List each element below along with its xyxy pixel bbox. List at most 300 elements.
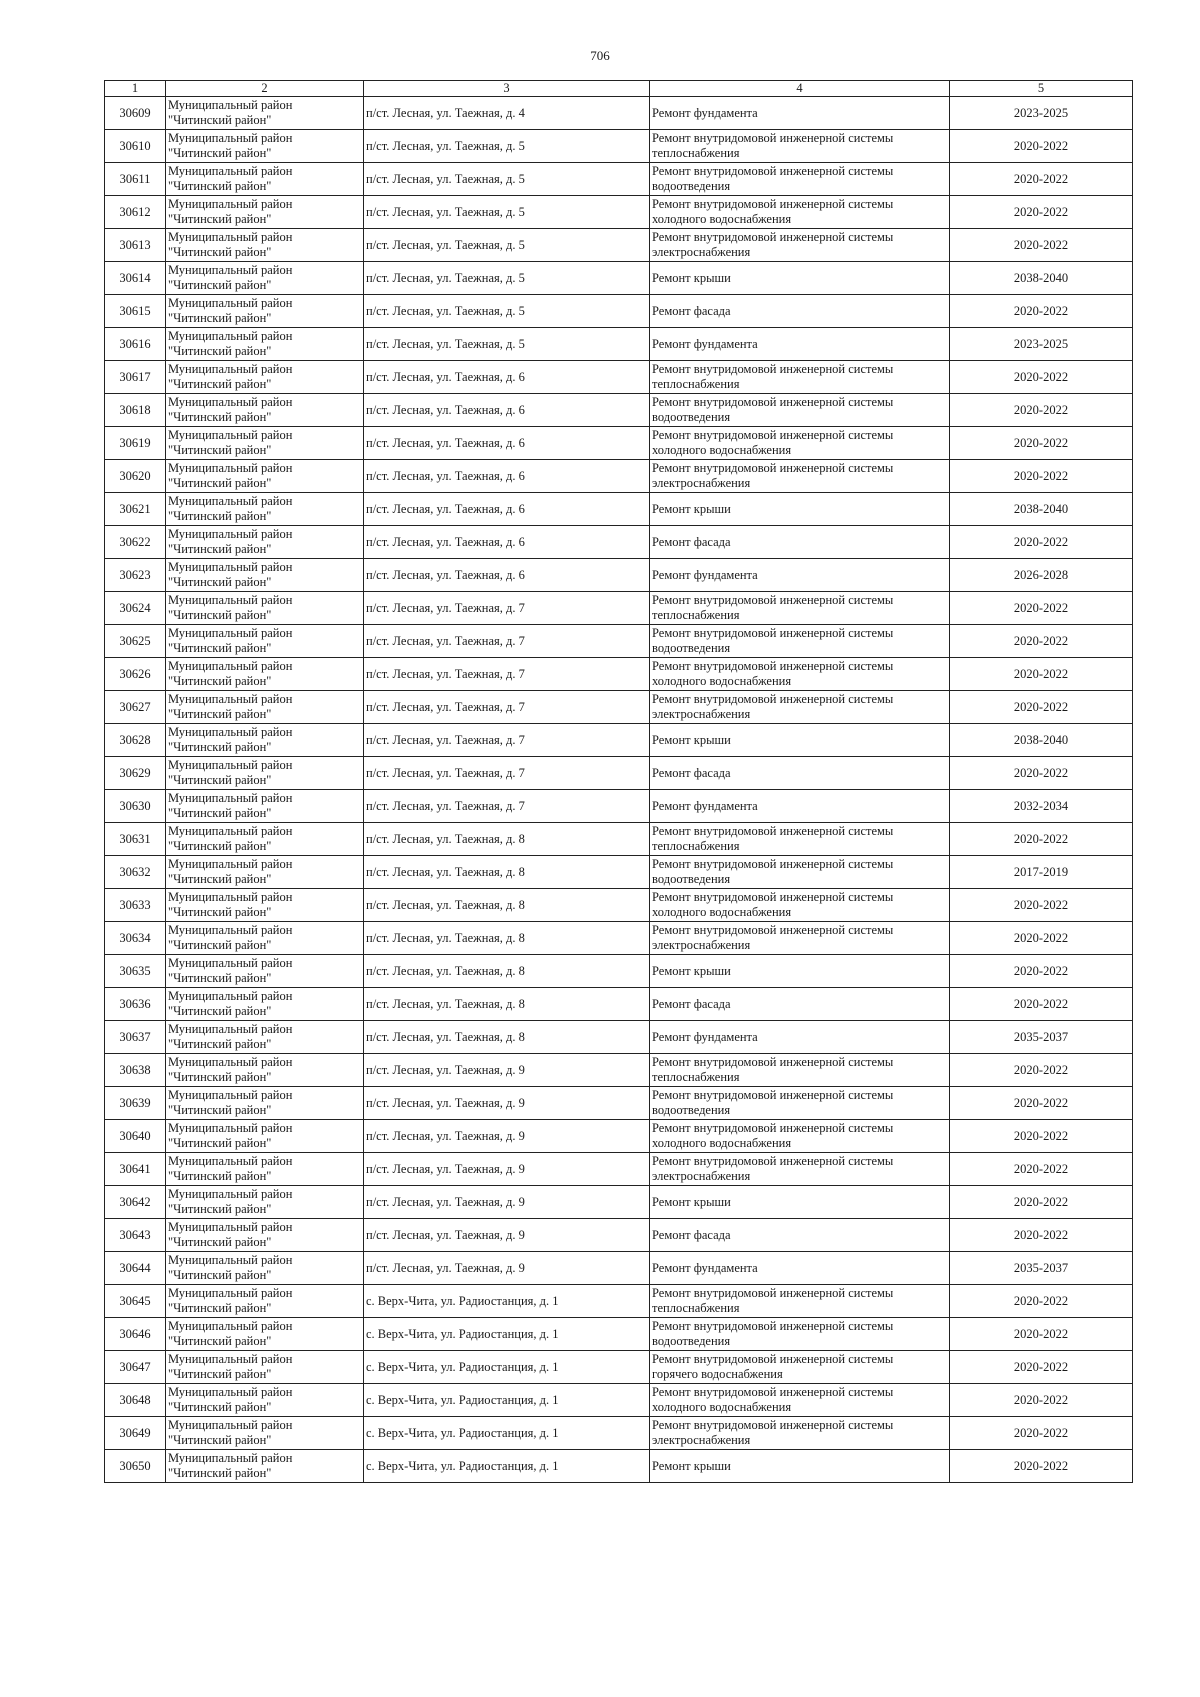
work-type-line-1: Ремонт внутридомовой инженерной системы bbox=[652, 659, 894, 673]
period-cell: 2020-2022 bbox=[950, 427, 1133, 460]
work-type-line-1: Ремонт фундамента bbox=[652, 1260, 758, 1275]
period-cell: 2020-2022 bbox=[950, 130, 1133, 163]
work-type-cell bbox=[650, 724, 950, 757]
work-type-line-1: Ремонт внутридомовой инженерной системы bbox=[652, 857, 894, 871]
municipality-line-2: "Читинский район" bbox=[168, 1301, 272, 1315]
municipality-cell bbox=[166, 1087, 364, 1120]
municipality-line-2: "Читинский район" bbox=[168, 1169, 272, 1183]
work-type-line-2: электроснабжения bbox=[652, 245, 751, 259]
work-type-line-2: теплоснабжения bbox=[652, 839, 740, 853]
row-number: 30629 bbox=[105, 757, 166, 790]
work-type-line-2: теплоснабжения bbox=[652, 608, 740, 622]
table-row bbox=[105, 922, 1133, 955]
row-number: 30626 bbox=[105, 658, 166, 691]
work-type-cell bbox=[650, 1285, 950, 1318]
work-type-line-1: Ремонт внутридомовой инженерной системы bbox=[652, 890, 894, 904]
work-type-line-1: Ремонт фундамента bbox=[652, 1029, 758, 1044]
period-cell: 2023-2025 bbox=[950, 328, 1133, 361]
work-type-line-1: Ремонт крыши bbox=[652, 501, 731, 516]
municipality-line-1: Муниципальный район bbox=[168, 461, 293, 475]
municipality-line-2: "Читинский район" bbox=[168, 1466, 272, 1480]
row-number: 30624 bbox=[105, 592, 166, 625]
work-type-cell bbox=[650, 460, 950, 493]
work-type-line-1: Ремонт внутридомовой инженерной системы bbox=[652, 428, 894, 442]
municipality-line-2: "Читинский район" bbox=[168, 179, 272, 193]
period-cell: 2038-2040 bbox=[950, 724, 1133, 757]
period-cell: 2020-2022 bbox=[950, 163, 1133, 196]
municipality-line-1: Муниципальный район bbox=[168, 197, 293, 211]
municipality-cell bbox=[166, 856, 364, 889]
address-cell: п/ст. Лесная, ул. Таежная, д. 5 bbox=[364, 295, 650, 328]
address-cell: п/ст. Лесная, ул. Таежная, д. 6 bbox=[364, 493, 650, 526]
work-type-line-2: водоотведения bbox=[652, 641, 731, 655]
period-cell: 2035-2037 bbox=[950, 1252, 1133, 1285]
municipality-line-2: "Читинский район" bbox=[168, 1235, 272, 1249]
column-header-3: 3 bbox=[364, 81, 650, 97]
column-header-1: 1 bbox=[105, 81, 166, 97]
row-number: 30616 bbox=[105, 328, 166, 361]
municipality-line-2: "Читинский район" bbox=[168, 476, 272, 490]
work-type-line-1: Ремонт внутридомовой инженерной системы bbox=[652, 692, 894, 706]
row-number: 30625 bbox=[105, 625, 166, 658]
municipality-cell bbox=[166, 328, 364, 361]
municipality-line-1: Муниципальный район bbox=[168, 956, 293, 970]
column-header-5: 5 bbox=[950, 81, 1133, 97]
address-cell: с. Верх-Чита, ул. Радиостанция, д. 1 bbox=[364, 1285, 650, 1318]
municipality-line-1: Муниципальный район bbox=[168, 428, 293, 442]
work-type-cell bbox=[650, 328, 950, 361]
work-type-line-2: водоотведения bbox=[652, 410, 731, 424]
work-type-line-1: Ремонт крыши bbox=[652, 732, 731, 747]
municipality-line-1: Муниципальный район bbox=[168, 230, 293, 244]
municipality-line-2: "Читинский район" bbox=[168, 1268, 272, 1282]
municipality-line-2: "Читинский район" bbox=[168, 1037, 272, 1051]
work-type-cell bbox=[650, 757, 950, 790]
work-type-cell bbox=[650, 196, 950, 229]
municipality-cell bbox=[166, 724, 364, 757]
table-row bbox=[105, 988, 1133, 1021]
municipality-cell bbox=[166, 262, 364, 295]
address-cell: п/ст. Лесная, ул. Таежная, д. 9 bbox=[364, 1186, 650, 1219]
table-row bbox=[105, 955, 1133, 988]
municipality-line-1: Муниципальный район bbox=[168, 362, 293, 376]
row-number: 30630 bbox=[105, 790, 166, 823]
municipality-line-2: "Читинский район" bbox=[168, 1136, 272, 1150]
period-cell: 2020-2022 bbox=[950, 592, 1133, 625]
municipality-line-1: Муниципальный район bbox=[168, 1451, 293, 1465]
municipality-line-2: "Читинский район" bbox=[168, 443, 272, 457]
work-type-line-1: Ремонт внутридомовой инженерной системы bbox=[652, 230, 894, 244]
row-number: 30628 bbox=[105, 724, 166, 757]
municipality-line-1: Муниципальный район bbox=[168, 989, 293, 1003]
work-type-cell bbox=[650, 295, 950, 328]
municipality-line-1: Муниципальный район bbox=[168, 923, 293, 937]
row-number: 30613 bbox=[105, 229, 166, 262]
work-type-line-2: теплоснабжения bbox=[652, 377, 740, 391]
address-cell: п/ст. Лесная, ул. Таежная, д. 5 bbox=[364, 163, 650, 196]
row-number: 30642 bbox=[105, 1186, 166, 1219]
municipality-line-1: Муниципальный район bbox=[168, 1055, 293, 1069]
work-type-line-2: электроснабжения bbox=[652, 707, 751, 721]
work-type-cell bbox=[650, 493, 950, 526]
municipality-cell bbox=[166, 196, 364, 229]
period-cell: 2020-2022 bbox=[950, 1120, 1133, 1153]
work-type-line-2: холодного водоснабжения bbox=[652, 674, 792, 688]
period-cell: 2020-2022 bbox=[950, 1351, 1133, 1384]
address-cell: п/ст. Лесная, ул. Таежная, д. 6 bbox=[364, 361, 650, 394]
municipality-cell bbox=[166, 361, 364, 394]
municipality-line-1: Муниципальный район bbox=[168, 857, 293, 871]
table-row bbox=[105, 592, 1133, 625]
table-row bbox=[105, 262, 1133, 295]
municipality-line-2: "Читинский район" bbox=[168, 1400, 272, 1414]
address-cell: п/ст. Лесная, ул. Таежная, д. 7 bbox=[364, 658, 650, 691]
work-type-cell bbox=[650, 955, 950, 988]
work-type-cell bbox=[650, 889, 950, 922]
municipality-line-2: "Читинский район" bbox=[168, 1004, 272, 1018]
table-row bbox=[105, 130, 1133, 163]
page-number: 706 bbox=[590, 48, 610, 63]
work-type-line-1: Ремонт внутридомовой инженерной системы bbox=[652, 1154, 894, 1168]
period-cell: 2020-2022 bbox=[950, 1384, 1133, 1417]
work-type-cell bbox=[650, 526, 950, 559]
period-cell: 2020-2022 bbox=[950, 229, 1133, 262]
period-cell: 2020-2022 bbox=[950, 1219, 1133, 1252]
municipality-line-2: "Читинский район" bbox=[168, 740, 272, 754]
period-cell: 2020-2022 bbox=[950, 658, 1133, 691]
work-type-cell bbox=[650, 823, 950, 856]
table-row bbox=[105, 1285, 1133, 1318]
period-cell: 2020-2022 bbox=[950, 1186, 1133, 1219]
period-cell: 2020-2022 bbox=[950, 361, 1133, 394]
work-type-line-1: Ремонт внутридомовой инженерной системы bbox=[652, 362, 894, 376]
address-cell: п/ст. Лесная, ул. Таежная, д. 6 bbox=[364, 559, 650, 592]
period-cell: 2035-2037 bbox=[950, 1021, 1133, 1054]
municipality-cell bbox=[166, 130, 364, 163]
work-type-line-2: холодного водоснабжения bbox=[652, 212, 792, 226]
municipality-cell bbox=[166, 1186, 364, 1219]
municipality-line-1: Муниципальный район bbox=[168, 98, 293, 112]
work-type-line-2: электроснабжения bbox=[652, 476, 751, 490]
municipality-cell bbox=[166, 394, 364, 427]
table-row bbox=[105, 1351, 1133, 1384]
table-row bbox=[105, 658, 1133, 691]
period-cell: 2020-2022 bbox=[950, 394, 1133, 427]
table-row bbox=[105, 493, 1133, 526]
register-table bbox=[104, 80, 1133, 1483]
municipality-cell bbox=[166, 493, 364, 526]
municipality-line-1: Муниципальный район bbox=[168, 593, 293, 607]
municipality-line-2: "Читинский район" bbox=[168, 938, 272, 952]
municipality-cell bbox=[166, 1351, 364, 1384]
municipality-cell bbox=[166, 1153, 364, 1186]
municipality-line-1: Муниципальный район bbox=[168, 131, 293, 145]
work-type-line-1: Ремонт крыши bbox=[652, 1194, 731, 1209]
municipality-line-2: "Читинский район" bbox=[168, 245, 272, 259]
municipality-line-2: "Читинский район" bbox=[168, 1103, 272, 1117]
row-number: 30617 bbox=[105, 361, 166, 394]
municipality-line-2: "Читинский район" bbox=[168, 1433, 272, 1447]
period-cell: 2020-2022 bbox=[950, 691, 1133, 724]
municipality-line-1: Муниципальный район bbox=[168, 296, 293, 310]
row-number: 30637 bbox=[105, 1021, 166, 1054]
table-row bbox=[105, 328, 1133, 361]
municipality-line-2: "Читинский район" bbox=[168, 146, 272, 160]
work-type-cell bbox=[650, 1417, 950, 1450]
address-cell: п/ст. Лесная, ул. Таежная, д. 7 bbox=[364, 724, 650, 757]
work-type-line-1: Ремонт фасада bbox=[652, 996, 731, 1011]
municipality-cell bbox=[166, 625, 364, 658]
address-cell: п/ст. Лесная, ул. Таежная, д. 6 bbox=[364, 427, 650, 460]
work-type-cell bbox=[650, 592, 950, 625]
row-number: 30648 bbox=[105, 1384, 166, 1417]
municipality-line-1: Муниципальный район bbox=[168, 329, 293, 343]
work-type-cell bbox=[650, 1384, 950, 1417]
municipality-cell bbox=[166, 757, 364, 790]
row-number: 30621 bbox=[105, 493, 166, 526]
address-cell: п/ст. Лесная, ул. Таежная, д. 6 bbox=[364, 526, 650, 559]
municipality-line-1: Муниципальный район bbox=[168, 1286, 293, 1300]
table-row bbox=[105, 1450, 1133, 1483]
row-number: 30627 bbox=[105, 691, 166, 724]
row-number: 30611 bbox=[105, 163, 166, 196]
row-number: 30649 bbox=[105, 1417, 166, 1450]
municipality-line-1: Муниципальный район bbox=[168, 1319, 293, 1333]
municipality-cell bbox=[166, 1318, 364, 1351]
work-type-cell bbox=[650, 262, 950, 295]
work-type-line-2: электроснабжения bbox=[652, 1433, 751, 1447]
municipality-line-1: Муниципальный район bbox=[168, 494, 293, 508]
table-row bbox=[105, 460, 1133, 493]
work-type-line-1: Ремонт фасада bbox=[652, 765, 731, 780]
municipality-cell bbox=[166, 889, 364, 922]
municipality-line-1: Муниципальный район bbox=[168, 626, 293, 640]
municipality-cell bbox=[166, 526, 364, 559]
work-type-line-1: Ремонт внутридомовой инженерной системы bbox=[652, 1319, 894, 1333]
row-number: 30620 bbox=[105, 460, 166, 493]
address-cell: п/ст. Лесная, ул. Таежная, д. 7 bbox=[364, 625, 650, 658]
work-type-cell bbox=[650, 691, 950, 724]
municipality-line-2: "Читинский район" bbox=[168, 1367, 272, 1381]
municipality-line-2: "Читинский район" bbox=[168, 575, 272, 589]
municipality-line-2: "Читинский район" bbox=[168, 542, 272, 556]
municipality-line-2: "Читинский район" bbox=[168, 608, 272, 622]
table-row bbox=[105, 559, 1133, 592]
municipality-line-1: Муниципальный район bbox=[168, 1154, 293, 1168]
table-row bbox=[105, 1186, 1133, 1219]
row-number: 30634 bbox=[105, 922, 166, 955]
work-type-line-1: Ремонт фундамента bbox=[652, 105, 758, 120]
municipality-cell bbox=[166, 229, 364, 262]
municipality-line-1: Муниципальный район bbox=[168, 890, 293, 904]
table-row bbox=[105, 856, 1133, 889]
work-type-line-2: водоотведения bbox=[652, 1334, 731, 1348]
table-row bbox=[105, 889, 1133, 922]
municipality-cell bbox=[166, 1054, 364, 1087]
row-number: 30647 bbox=[105, 1351, 166, 1384]
work-type-line-1: Ремонт внутридомовой инженерной системы bbox=[652, 1088, 894, 1102]
address-cell: п/ст. Лесная, ул. Таежная, д. 7 bbox=[364, 790, 650, 823]
work-type-cell bbox=[650, 1186, 950, 1219]
municipality-line-2: "Читинский район" bbox=[168, 905, 272, 919]
municipality-line-1: Муниципальный район bbox=[168, 1022, 293, 1036]
work-type-line-1: Ремонт фундамента bbox=[652, 567, 758, 582]
table-row bbox=[105, 1120, 1133, 1153]
work-type-cell bbox=[650, 1153, 950, 1186]
table-row bbox=[105, 625, 1133, 658]
period-cell: 2020-2022 bbox=[950, 625, 1133, 658]
municipality-line-2: "Читинский район" bbox=[168, 344, 272, 358]
work-type-line-1: Ремонт внутридомовой инженерной системы bbox=[652, 164, 894, 178]
municipality-line-1: Муниципальный район bbox=[168, 692, 293, 706]
table-row bbox=[105, 1153, 1133, 1186]
table-body bbox=[105, 97, 1133, 1483]
municipality-line-1: Муниципальный район bbox=[168, 1253, 293, 1267]
table-row bbox=[105, 394, 1133, 427]
address-cell: п/ст. Лесная, ул. Таежная, д. 8 bbox=[364, 856, 650, 889]
work-type-line-1: Ремонт внутридомовой инженерной системы bbox=[652, 1121, 894, 1135]
municipality-line-1: Муниципальный район bbox=[168, 824, 293, 838]
municipality-line-1: Муниципальный район bbox=[168, 1220, 293, 1234]
work-type-line-2: водоотведения bbox=[652, 872, 731, 886]
period-cell: 2032-2034 bbox=[950, 790, 1133, 823]
work-type-line-2: горячего водоснабжения bbox=[652, 1367, 783, 1381]
address-cell: п/ст. Лесная, ул. Таежная, д. 5 bbox=[364, 262, 650, 295]
work-type-cell bbox=[650, 658, 950, 691]
table-row bbox=[105, 97, 1133, 130]
table-row bbox=[105, 361, 1133, 394]
table-row bbox=[105, 724, 1133, 757]
work-type-line-1: Ремонт внутридомовой инженерной системы bbox=[652, 1286, 894, 1300]
row-number: 30644 bbox=[105, 1252, 166, 1285]
work-type-cell bbox=[650, 97, 950, 130]
municipality-cell bbox=[166, 295, 364, 328]
work-type-cell bbox=[650, 1450, 950, 1483]
row-number: 30639 bbox=[105, 1087, 166, 1120]
municipality-line-2: "Читинский район" bbox=[168, 212, 272, 226]
address-cell: п/ст. Лесная, ул. Таежная, д. 9 bbox=[364, 1054, 650, 1087]
table-row bbox=[105, 1252, 1133, 1285]
work-type-line-1: Ремонт внутридомовой инженерной системы bbox=[652, 593, 894, 607]
address-cell: с. Верх-Чита, ул. Радиостанция, д. 1 bbox=[364, 1318, 650, 1351]
municipality-cell bbox=[166, 559, 364, 592]
table-row bbox=[105, 1318, 1133, 1351]
period-cell: 2020-2022 bbox=[950, 922, 1133, 955]
work-type-line-2: холодного водоснабжения bbox=[652, 1136, 792, 1150]
municipality-cell bbox=[166, 460, 364, 493]
row-number: 30641 bbox=[105, 1153, 166, 1186]
work-type-line-1: Ремонт внутридомовой инженерной системы bbox=[652, 626, 894, 640]
work-type-cell bbox=[650, 361, 950, 394]
header-row bbox=[105, 81, 1133, 97]
municipality-cell bbox=[166, 658, 364, 691]
period-cell: 2017-2019 bbox=[950, 856, 1133, 889]
work-type-cell bbox=[650, 1021, 950, 1054]
work-type-cell bbox=[650, 1219, 950, 1252]
table-row bbox=[105, 196, 1133, 229]
municipality-cell bbox=[166, 1450, 364, 1483]
municipality-line-2: "Читинский район" bbox=[168, 1202, 272, 1216]
row-number: 30610 bbox=[105, 130, 166, 163]
municipality-line-2: "Читинский район" bbox=[168, 1070, 272, 1084]
work-type-line-2: электроснабжения bbox=[652, 1169, 751, 1183]
table-row bbox=[105, 1384, 1133, 1417]
table-row bbox=[105, 1087, 1133, 1120]
table-row bbox=[105, 790, 1133, 823]
work-type-line-1: Ремонт крыши bbox=[652, 1458, 731, 1473]
municipality-line-1: Муниципальный район bbox=[168, 1385, 293, 1399]
period-cell: 2020-2022 bbox=[950, 295, 1133, 328]
municipality-cell bbox=[166, 1384, 364, 1417]
address-cell: с. Верх-Чита, ул. Радиостанция, д. 1 bbox=[364, 1384, 650, 1417]
work-type-cell bbox=[650, 790, 950, 823]
work-type-line-1: Ремонт фасада bbox=[652, 303, 731, 318]
work-type-line-2: водоотведения bbox=[652, 1103, 731, 1117]
period-cell: 2038-2040 bbox=[950, 493, 1133, 526]
period-cell: 2020-2022 bbox=[950, 460, 1133, 493]
row-number: 30633 bbox=[105, 889, 166, 922]
municipality-cell bbox=[166, 955, 364, 988]
municipality-cell bbox=[166, 1219, 364, 1252]
work-type-line-1: Ремонт внутридомовой инженерной системы bbox=[652, 197, 894, 211]
work-type-cell bbox=[650, 922, 950, 955]
period-cell: 2038-2040 bbox=[950, 262, 1133, 295]
work-type-line-1: Ремонт внутридомовой инженерной системы bbox=[652, 1352, 894, 1366]
work-type-line-2: холодного водоснабжения bbox=[652, 443, 792, 457]
work-type-line-1: Ремонт внутридомовой инженерной системы bbox=[652, 923, 894, 937]
work-type-cell bbox=[650, 856, 950, 889]
row-number: 30612 bbox=[105, 196, 166, 229]
address-cell: п/ст. Лесная, ул. Таежная, д. 6 bbox=[364, 394, 650, 427]
municipality-line-1: Муниципальный район bbox=[168, 659, 293, 673]
row-number: 30645 bbox=[105, 1285, 166, 1318]
row-number: 30609 bbox=[105, 97, 166, 130]
address-cell: п/ст. Лесная, ул. Таежная, д. 4 bbox=[364, 97, 650, 130]
table-row bbox=[105, 823, 1133, 856]
period-cell: 2020-2022 bbox=[950, 823, 1133, 856]
work-type-line-1: Ремонт фундамента bbox=[652, 336, 758, 351]
work-type-cell bbox=[650, 625, 950, 658]
work-type-line-2: холодного водоснабжения bbox=[652, 905, 792, 919]
municipality-line-2: "Читинский район" bbox=[168, 872, 272, 886]
table-row bbox=[105, 295, 1133, 328]
work-type-line-1: Ремонт внутридомовой инженерной системы bbox=[652, 395, 894, 409]
work-type-line-1: Ремонт внутридомовой инженерной системы bbox=[652, 1055, 894, 1069]
address-cell: п/ст. Лесная, ул. Таежная, д. 9 bbox=[364, 1252, 650, 1285]
municipality-line-2: "Читинский район" bbox=[168, 839, 272, 853]
period-cell: 2023-2025 bbox=[950, 97, 1133, 130]
row-number: 30650 bbox=[105, 1450, 166, 1483]
work-type-cell bbox=[650, 163, 950, 196]
work-type-line-2: электроснабжения bbox=[652, 938, 751, 952]
work-type-cell bbox=[650, 1120, 950, 1153]
work-type-line-1: Ремонт фундамента bbox=[652, 798, 758, 813]
municipality-cell bbox=[166, 427, 364, 460]
address-cell: п/ст. Лесная, ул. Таежная, д. 9 bbox=[364, 1087, 650, 1120]
municipality-line-2: "Читинский район" bbox=[168, 971, 272, 985]
work-type-line-1: Ремонт внутридомовой инженерной системы bbox=[652, 131, 894, 145]
work-type-cell bbox=[650, 988, 950, 1021]
work-type-line-1: Ремонт фасада bbox=[652, 534, 731, 549]
work-type-line-1: Ремонт внутридомовой инженерной системы bbox=[652, 461, 894, 475]
period-cell: 2020-2022 bbox=[950, 526, 1133, 559]
municipality-cell bbox=[166, 1120, 364, 1153]
municipality-cell bbox=[166, 790, 364, 823]
municipality-line-1: Муниципальный район bbox=[168, 560, 293, 574]
municipality-cell bbox=[166, 988, 364, 1021]
row-number: 30636 bbox=[105, 988, 166, 1021]
municipality-line-1: Муниципальный район bbox=[168, 263, 293, 277]
